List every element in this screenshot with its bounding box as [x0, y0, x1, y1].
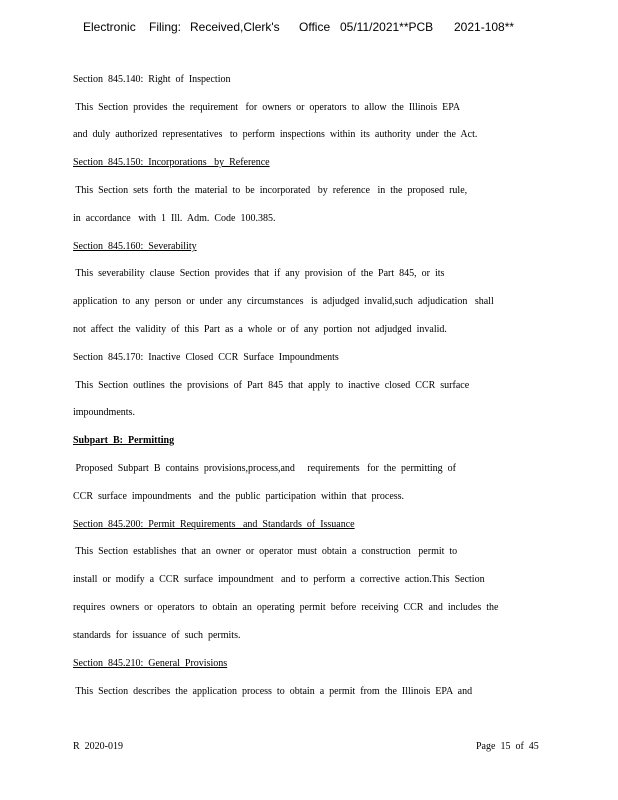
body-line: not affect the validity of this Part as a whole or of any portion not adjudged invalid. — [73, 324, 447, 335]
body-line: in accordance with 1 Ill. Adm. Code 100.385. — [73, 213, 276, 224]
body-line: This severability clause Section provides that if any provision of the Part 845, or its — [73, 268, 445, 279]
body-line: standards for issuance of such permits. — [73, 630, 241, 641]
body-line: install or modify a CCR surface impoundment and to perform a corrective action.This Section — [73, 574, 485, 585]
section-heading: Section 845.200: Permit Requirements and Standards of Issuance — [73, 519, 355, 530]
body-line: CCR surface impoundments and the public participation within that process. — [73, 491, 405, 502]
body-line: This Section sets forth the material to be incorporated by reference in the proposed rule, — [73, 185, 468, 196]
body-line: application to any person or under any circumstances is adjudged invalid,such adjudication shall — [73, 296, 494, 307]
footer-docket: R 2020-019 — [73, 741, 123, 752]
header-case-number: 2021-108** — [454, 20, 515, 34]
body-line: This Section describes the application process to obtain a permit from the Illinois EPA and — [73, 686, 473, 697]
section-heading: Section 845.140: Right of Inspection — [73, 74, 231, 85]
body-line: Proposed Subpart B contains provisions,process,and requirements for the permitting of — [73, 463, 456, 474]
body-line: This Section establishes that an owner or operator must obtain a construction permit to — [73, 546, 458, 557]
body-line: requires owners or operators to obtain an operating permit before receiving CCR and includes the — [73, 602, 499, 613]
body-line: This Section outlines the provisions of Part 845 that apply to inactive closed CCR surface — [73, 380, 470, 391]
header-received: Received,Clerk's — [190, 20, 280, 34]
header-date: 05/11/2021**PCB — [340, 20, 434, 34]
header-office: Office — [299, 20, 331, 34]
section-heading: Section 845.210: General Provisions — [73, 658, 228, 669]
footer-page-number: Page 15 of 45 — [476, 741, 539, 752]
section-heading: Section 845.170: Inactive Closed CCR Surface Impoundments — [73, 352, 339, 363]
section-heading: Section 845.160: Severability — [73, 241, 197, 252]
header-electronic: Electronic — [83, 20, 136, 34]
body-line: and duly authorized representatives to perform inspections within its authority under the Act. — [73, 129, 478, 140]
body-line: This Section provides the requirement for owners or operators to allow the Illinois EPA — [73, 102, 461, 113]
header-filing: Filing: — [149, 20, 182, 34]
body-line: impoundments. — [73, 407, 135, 418]
section-heading: Section 845.150: Incorporations by Reference — [73, 157, 270, 168]
subpart-heading: Subpart B: Permitting — [73, 435, 175, 446]
